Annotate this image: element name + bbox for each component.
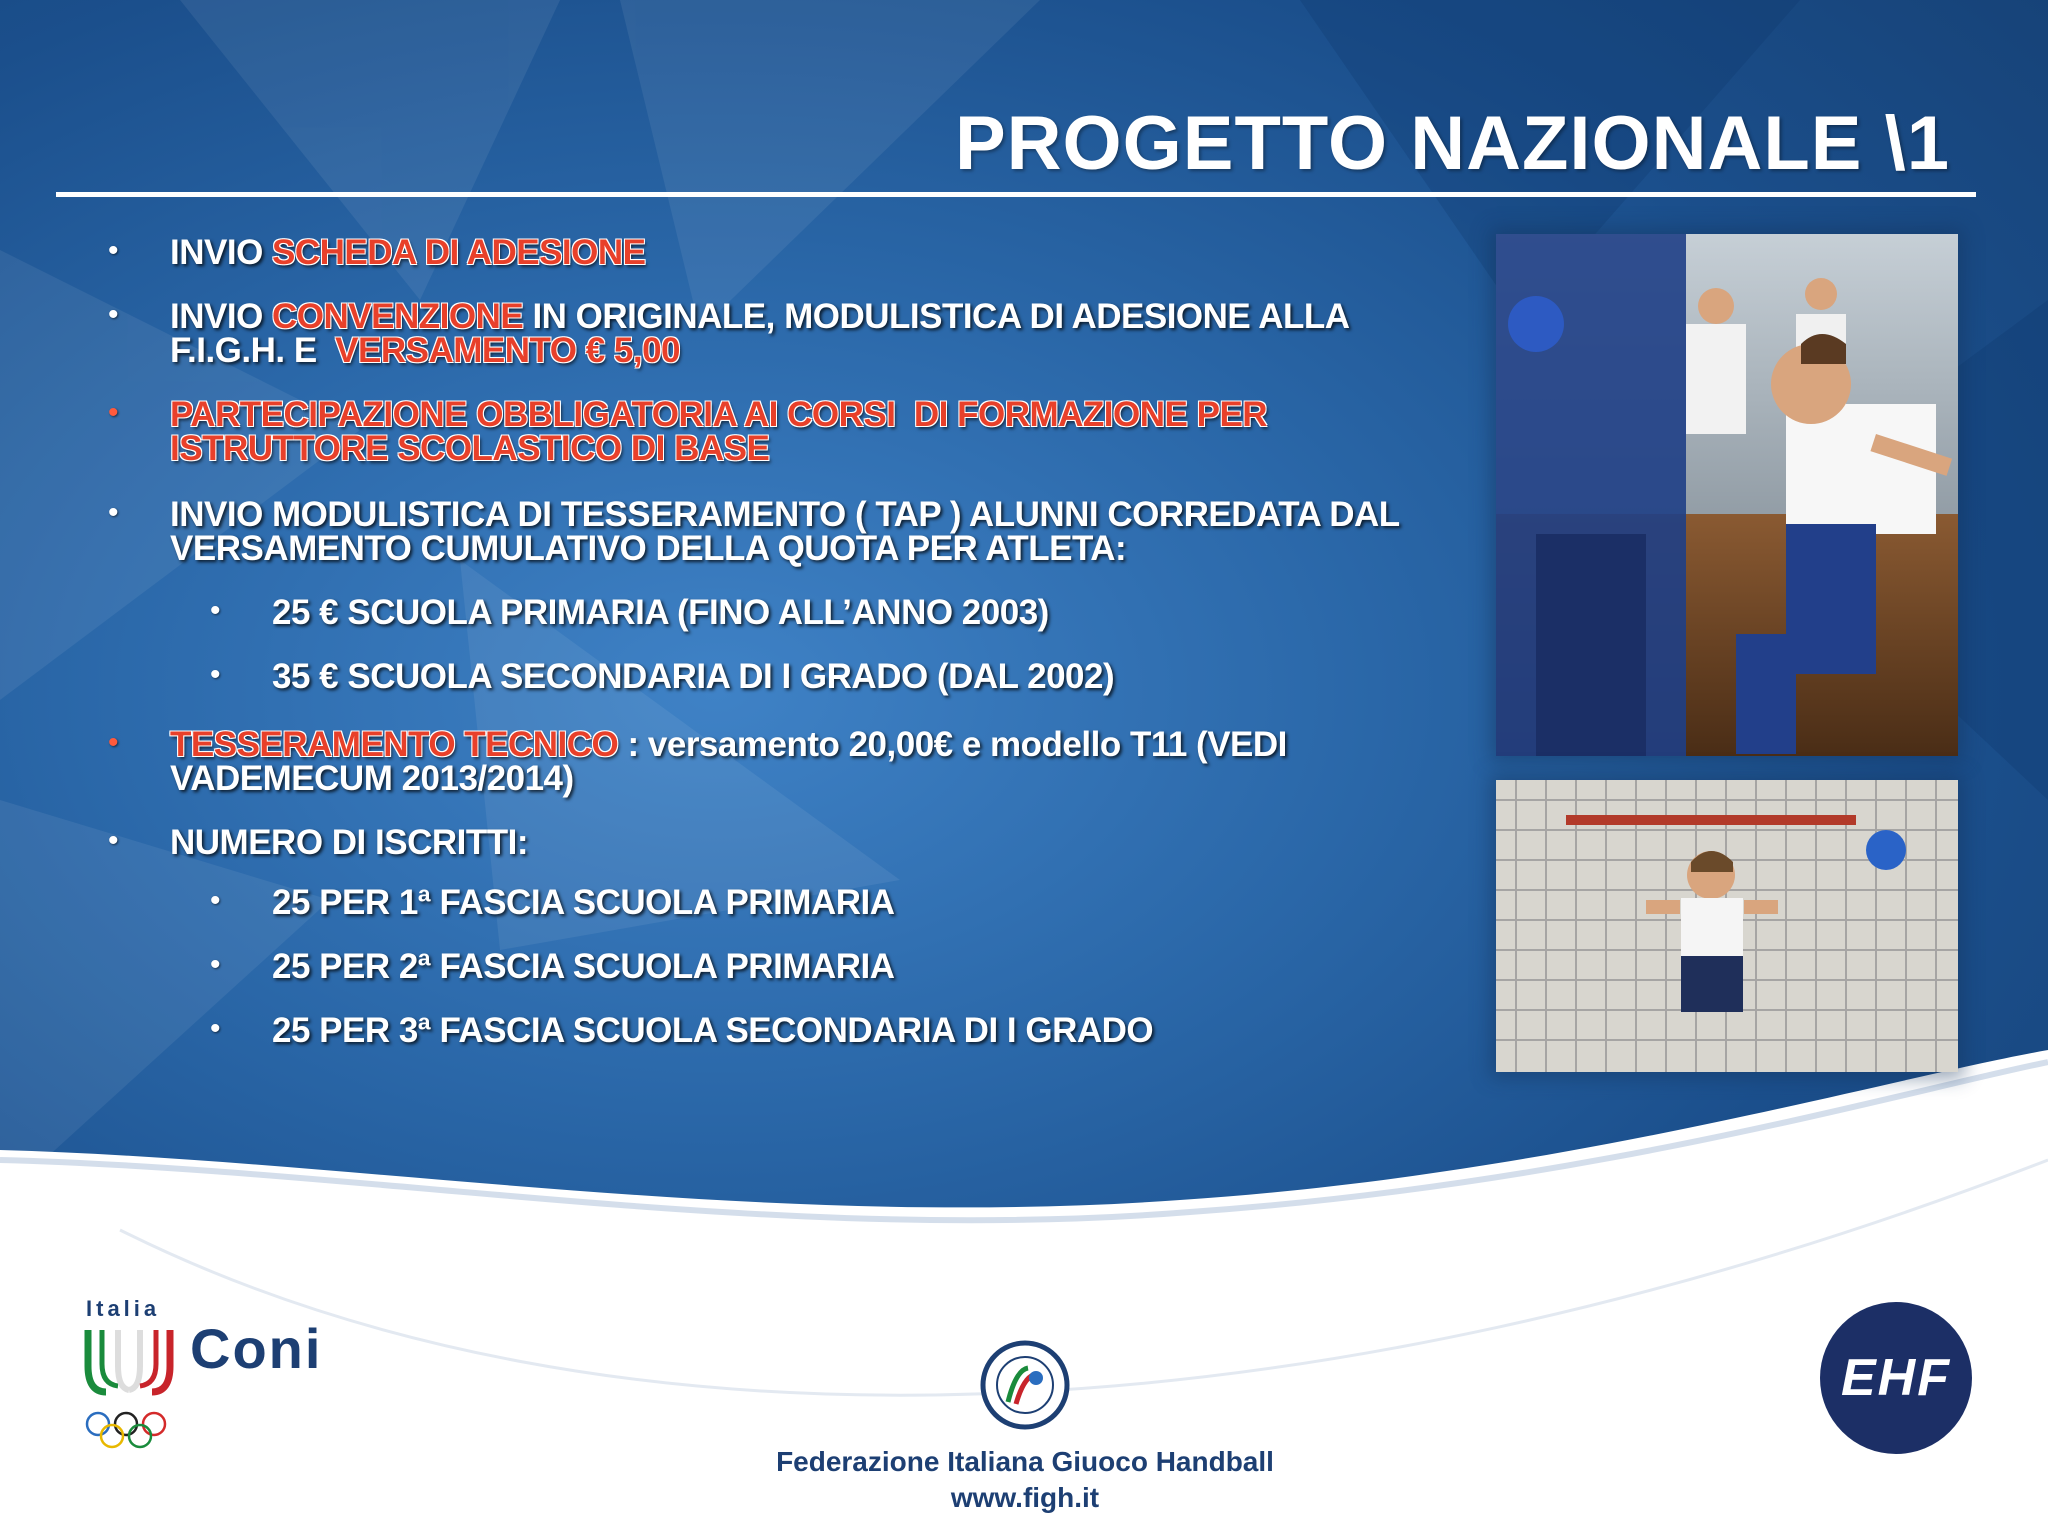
coni-name: Coni — [190, 1317, 323, 1380]
bullet-text: : versamento 20,00€ e modello T11 (VEDI — [618, 725, 1287, 764]
highlighted-text: ISTRUTTORE SCOLASTICO DI BASE — [170, 429, 770, 468]
bullet-text: F.I.G.H. E — [170, 331, 336, 370]
olympic-rings-icon — [84, 1410, 174, 1450]
ehf-logo: EHF — [1820, 1302, 1972, 1454]
bullet-item — [170, 233, 646, 272]
bullet-item — [170, 823, 528, 862]
sub-bullet-item — [272, 1011, 1154, 1050]
photo-child-throwing — [1496, 234, 1958, 756]
bullet-item — [170, 725, 1287, 798]
photo-goalkeeper — [1496, 780, 1958, 1072]
bullet-item — [170, 395, 1268, 468]
bullet-text: IN ORIGINALE, MODULISTICA DI ADESIONE ALLA — [523, 297, 1350, 336]
bullet-marker: • — [108, 298, 119, 331]
bullet-text: VERSAMENTO CUMULATIVO DELLA QUOTA PER ATLETA: — [170, 529, 1127, 568]
bullet-marker: • — [210, 1012, 221, 1045]
bullet-marker: • — [108, 496, 119, 529]
highlighted-text: TESSERAMENTO TECNICO — [170, 725, 619, 764]
bullet-text: VADEMECUM 2013/2014) — [170, 759, 574, 798]
bullet-marker: • — [108, 726, 119, 759]
bullet-text: INVIO MODULISTICA DI TESSERAMENTO ( TAP ) ALUNNI CORREDATA DAL — [170, 495, 1400, 534]
coni-emblem-icon — [84, 1326, 174, 1396]
bullet-text: INVIO — [170, 233, 273, 272]
bullet-item — [170, 495, 1400, 568]
figh-url-link[interactable]: www.figh.it — [950, 1482, 1100, 1513]
slide-title: PROGETTO NAZIONALE \1 — [954, 101, 1950, 186]
bullet-text: 25 PER 3ª FASCIA SCUOLA SECONDARIA DI I GRADO — [272, 1011, 1154, 1050]
coni-logo — [82, 1296, 342, 1456]
bullet-text: NUMERO DI ISCRITTI: — [170, 823, 528, 862]
bullet-marker: • — [210, 594, 221, 627]
bullet-marker: • — [108, 396, 119, 429]
sub-bullet-item — [272, 657, 1115, 696]
bullet-item — [170, 297, 1350, 370]
highlighted-text: VERSAMENTO € 5,00 — [335, 331, 681, 370]
bullet-text: INVIO — [170, 297, 273, 336]
sub-bullet-item — [272, 883, 895, 922]
bullet-text: 35 € SCUOLA SECONDARIA DI I GRADO (DAL 2002) — [272, 657, 1115, 696]
bullet-text: 25 PER 2ª FASCIA SCUOLA PRIMARIA — [272, 947, 895, 986]
figh-name: Federazione Italiana Giuoco Handball — [776, 1446, 1274, 1477]
figh-seal-icon — [980, 1340, 1070, 1430]
bullet-text: 25 € SCUOLA PRIMARIA (FINO ALL’ANNO 2003) — [272, 593, 1049, 632]
highlighted-text: PARTECIPAZIONE OBBLIGATORIA AI CORSI DI FORMAZIONE PER — [170, 395, 1268, 434]
highlighted-text: CONVENZIONE — [272, 297, 524, 336]
sub-bullet-item — [272, 593, 1049, 632]
highlighted-text: SCHEDA DI ADESIONE — [272, 233, 646, 272]
sub-bullet-item — [272, 947, 895, 986]
coni-italia-label: Italia — [86, 1296, 161, 1321]
bullet-marker: • — [210, 948, 221, 981]
bullet-marker: • — [108, 824, 119, 857]
bullet-marker: • — [210, 884, 221, 917]
bullet-marker: • — [210, 658, 221, 691]
bullet-marker: • — [108, 234, 119, 267]
bullet-text: 25 PER 1ª FASCIA SCUOLA PRIMARIA — [272, 883, 895, 922]
